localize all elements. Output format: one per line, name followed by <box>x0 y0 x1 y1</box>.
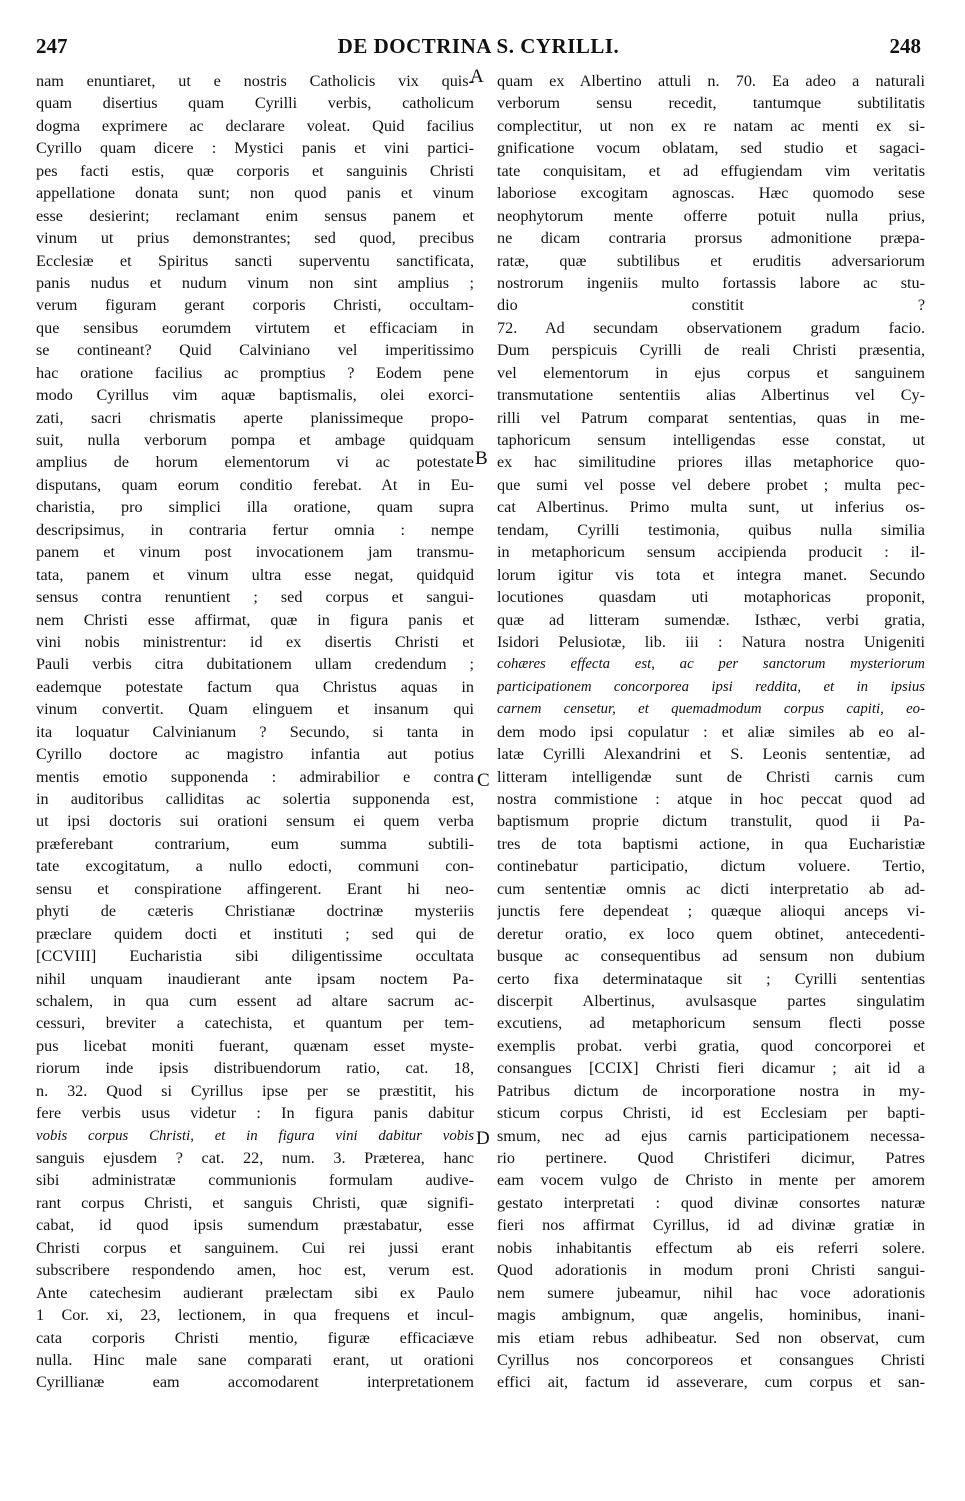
text-line: in auditoribus calliditas ac solertia supponenda est, <box>36 790 474 808</box>
text-line: Cyrillo doctore ac magistro infantia aut potius <box>36 745 474 764</box>
text-line: Cyrillo quam dicere : Mystici panis et vini partici- <box>36 139 474 158</box>
text-line: vinum convertit. Quam elinguem et insanum qui <box>36 700 474 719</box>
text-line: quæ ad litteram sumendæ. Isthæc, verbi gratia, <box>497 610 925 629</box>
text-line: continebatur participatio, dictum voluere. Tertio, <box>497 857 925 876</box>
text-line: Isidori Pelusiotæ, lib. iii : Natura nostra Unigeniti <box>497 632 925 651</box>
text-line: 72. Ad secundam observationem gradum facio. <box>497 318 925 337</box>
text-line: ratæ, quæ subtilibus et eruditis adversariorum <box>497 251 925 270</box>
text-line: dem modo ipsi copulatur : et aliæ similes ab eo al- <box>497 722 925 741</box>
text-line: locutiones quasdam uti motaphoricas proponit, <box>497 588 925 607</box>
text-line: vobis corpus Christi, et in figura vini dabitur vobis <box>36 1127 474 1144</box>
text-line: que sumi vel posse vel debere probet ; multa pec- <box>497 475 925 494</box>
text-line: quam ex Albertino attuli n. 70. Ea adeo a naturali <box>497 72 925 90</box>
page-header <box>36 34 921 64</box>
text-line: cohæres effecta est, ac per sanctorum mysteriorum <box>497 656 925 673</box>
text-line: suit, nulla verborum pompa et ambage quidquam <box>36 431 474 449</box>
text-line: Pauli verbis citra dubitationem ullam credendum ; <box>36 655 474 674</box>
text-line: verum figuram gerant corporis Christi, occultam- <box>36 296 474 315</box>
text-line: pes facti estis, quæ corporis et sanguinis Christi <box>36 161 474 180</box>
text-line: sticum corpus Christi, id est Ecclesiam per bapti- <box>497 1104 925 1123</box>
text-line: cat Albertinus. Primo multa sunt, ut inferius os- <box>497 498 925 517</box>
text-line: tendam, Cyrilli testimonia, quibus nulla similia <box>497 520 925 539</box>
text-line: [CCVIII] Eucharistia sibi diligentissime occultata <box>36 947 474 966</box>
text-line: Dum perspicuis Cyrilli de reali Christi præsentia, <box>497 341 925 360</box>
text-line: Cyrillus nos concorporeos et consangues Christi <box>497 1350 925 1369</box>
text-line: amplius de horum elementorum vi ac potestate <box>36 453 474 472</box>
text-line: fere verbis usus videtur : In figura panis dabitur <box>36 1104 474 1123</box>
text-line: complectitur, ut non ex re natam ac menti ex si- <box>497 116 925 135</box>
text-line: fieri nos affirmat Cyrillus, id ad divinæ gratiæ in <box>497 1216 925 1235</box>
text-line: sibi administratæ communionis formulam audive- <box>36 1171 474 1190</box>
text-line: quam disertius quam Cyrilli verbis, catholicum <box>36 94 474 113</box>
text-line: Quod adorationis in modum proni Christi sangui- <box>497 1261 925 1280</box>
text-line: vinum ut prius demonstrantes; sed quod, precibus <box>36 229 474 248</box>
text-line: n. 32. Quod si Cyrillus ipse per se præstitit, his <box>36 1081 474 1100</box>
text-line: litteram intelligendæ sunt de Christi carnis cum <box>497 767 925 786</box>
text-line: magis ambignum, quæ angelis, hominibus, inani- <box>497 1306 925 1325</box>
text-line: schalem, in qua cum essent ad altare sacrum ac- <box>36 991 474 1010</box>
text-line: verborum sensu recedit, tantumque subtilitatis <box>497 94 925 113</box>
text-line: mentis emotio supponenda : admirabilior e contra <box>36 767 474 786</box>
text-line: eam vocem vulgo de Christo in mente per amorem <box>497 1171 925 1190</box>
text-line: junctis fere dependeat ; quæque alioqui anceps vi- <box>497 902 925 921</box>
text-line: dogma exprimere ac declarare voleat. Quid facilius <box>36 116 474 135</box>
text-line: 1 Cor. xi, 23, lectionem, in qua frequens et incul- <box>36 1306 474 1325</box>
text-line: cessuri, breviter a catechista, et quantum per tem- <box>36 1014 474 1033</box>
text-line: gestato interpretati : quod divinæ consortes naturæ <box>497 1193 925 1212</box>
section-marker-d: D <box>476 1128 490 1149</box>
text-line: nam enuntiaret, ut e nostris Catholicis vix quis- <box>36 72 474 90</box>
text-line: sensu et conspiratione affingerent. Erant hi neo- <box>36 879 474 898</box>
running-title: DE DOCTRINA S. CYRILLI. <box>337 34 620 58</box>
text-line: nihil unquam inaudierant ante ipsam noctem Pa- <box>36 969 474 988</box>
text-line: neophytorum mente offerre potuit nulla prius, <box>497 206 925 225</box>
text-line: mis etiam rebus adhibeatur. Sed non observat, cum <box>497 1328 925 1347</box>
text-line: excutiens, ad metaphoricum sensum flecti posse <box>497 1014 925 1033</box>
text-line: certo fixa determinataque sit ; Cyrilli sententias <box>497 969 925 988</box>
text-line: Ante catechesim audierant prælectam sibi ex Paulo <box>36 1283 474 1302</box>
text-line: tate excogitatum, a nullo edocti, communi con- <box>36 857 474 876</box>
text-line: charistia, pro simplici illa oratione, quam supra <box>36 498 474 517</box>
page-number-left: 247 <box>36 34 68 58</box>
section-marker-c: C <box>477 770 490 791</box>
text-line: zati, sacri chrismatis aperte planissimeque propo- <box>36 408 474 427</box>
text-line: subscribere respondendo amen, hoc est, verum est. <box>36 1261 474 1280</box>
text-line: tres de tota baptismi actione, in qua Eucharistiæ <box>497 834 925 853</box>
text-line: ne dicam contraria prorsus admonitione præpa- <box>497 229 925 248</box>
text-line: sensus contra renuntient ; sed corpus et sangui- <box>36 588 474 607</box>
section-marker-a: A <box>470 66 484 87</box>
text-line: rilli vel Patrum comparat sententias, quas in me- <box>497 408 925 427</box>
text-line: gnificatione vocum oblatam, sed studio et sagaci- <box>497 139 925 158</box>
text-line: vini nobis ministrentur: id ex disertis Christi et <box>36 632 474 651</box>
text-line: appellatione donata sunt; non quod panis et vinum <box>36 184 474 203</box>
text-line: panem et vinum post invocationem jam transmu- <box>36 543 474 562</box>
text-line: nostra commistione : atque in hoc peccat quod ad <box>497 790 925 808</box>
text-line: nulla. Hinc male sane comparati erant, ut orationi <box>36 1350 474 1369</box>
text-line: participationem concorporea ipsi reddita, et in ipsius <box>497 678 925 695</box>
right-column <box>497 70 925 1394</box>
text-line: panis nudus et nudum vinum non sint amplius ; <box>36 273 474 292</box>
text-line: cata corporis Christi mentio, figuræ efficaciæve <box>36 1328 474 1347</box>
page-number-right: 248 <box>889 34 921 58</box>
text-line: nostrorum ingeniis multo fortassis labore ac stu- <box>497 273 925 292</box>
text-line: lorum igitur vis tota et integra manet. Secundo <box>497 565 925 584</box>
text-line: Patribus dictum de incorporatione nostra in my- <box>497 1081 925 1100</box>
text-line: Ecclesiæ et Spiritus sancti superventu sanctificata, <box>36 251 474 270</box>
text-line: cum sententiæ omnis ac dicti interpretatio ab ad- <box>497 879 925 898</box>
text-line: pus licebat moniti fuerant, quænam esset myste- <box>36 1036 474 1055</box>
text-line: transmutatione sententiis alias Albertinus vel Cy- <box>497 386 925 405</box>
text-line: modo Cyrillus vim aquæ baptismalis, olei exorci- <box>36 386 474 405</box>
text-line: tate conquisitam, et ad effugiendam vim veritatis <box>497 161 925 180</box>
text-line: effici ait, factum id asseverare, cum corpus et san- <box>497 1373 925 1392</box>
text-line: riorum inde ipsis distribuendorum ratio, cat. 18, <box>36 1059 474 1078</box>
text-line: cabat, id quod ipsis sumendum præstabatur, esse <box>36 1216 474 1235</box>
text-line: eademque potestate factum qua Christus aquas in <box>36 677 474 696</box>
text-line: baptismum proprie dictum transtulit, quod ii Pa- <box>497 812 925 831</box>
text-line: dio constitit ? <box>497 296 925 315</box>
text-line: descripsimus, in contraria fertur omnia : nempe <box>36 520 474 539</box>
text-line: hac oratione facilius ac promptius ? Eodem pene <box>36 363 474 382</box>
text-line: rio pertinere. Quod Christiferi dicimur, Patres <box>497 1149 925 1167</box>
section-marker-b: B <box>475 448 488 469</box>
text-line: busque ac consequentibus ad sensum non dubium <box>497 947 925 966</box>
text-line: laboriose excogitam agnoscas. Hæc quomodo sese <box>497 184 925 203</box>
text-line: Christi corpus et sanguinem. Cui rei jussi erant <box>36 1238 474 1257</box>
text-line: ex hac similitudine priores illas metaphorice quo- <box>497 453 925 472</box>
text-line: latæ Cyrilli Alexandrini et S. Leonis sententiæ, ad <box>497 745 925 764</box>
text-line: nem Christi esse affirmat, quæ in figura panis et <box>36 610 474 629</box>
text-line: que sensibus eorumdem virtutem et efficaciam in <box>36 318 474 337</box>
text-line: Cyrillianæ eam accomodarent interpretationem <box>36 1373 474 1392</box>
text-line: taphoricum sensum intelligendas esse constat, ut <box>497 431 925 449</box>
text-line: disputans, quam eorum conditio ferebat. At in Eu- <box>36 475 474 494</box>
text-line: nem sumere jubeamur, nihil hac voce adorationis <box>497 1283 925 1302</box>
left-column <box>36 70 474 1394</box>
text-line: præclare quidem docti et instituti ; sed qui de <box>36 924 474 943</box>
text-line: nobis inhabitantis effectum ab eis referri solere. <box>497 1238 925 1257</box>
text-line: ita loquatur Calvinianum ? Secundo, si tanta in <box>36 722 474 741</box>
text-line: vel elementorum in ejus corpus et sanguinem <box>497 363 925 382</box>
text-line: deretur oratio, ex loco quem obtinet, antecedenti- <box>497 924 925 943</box>
text-line: se contineant? Quid Calviniano vel imperitissimo <box>36 341 474 360</box>
text-line: smum, nec ad ejus carnis participationem necessa- <box>497 1126 925 1145</box>
text-line: carnem censetur, et quemadmodum corpus capiti, eo- <box>497 701 925 718</box>
text-line: esse desierint; reclamant enim sensus panem et <box>36 206 474 225</box>
text-line: phyti de cæteris Christianæ doctrinæ mysteriis <box>36 902 474 921</box>
text-line: in metaphoricum sensum accipienda producit : il- <box>497 543 925 562</box>
text-line: ut ipsi doctoris sui orationi sensum ei quem verba <box>36 812 474 831</box>
text-line: exemplis probat. verbi gratia, quod concorporei et <box>497 1036 925 1055</box>
text-line: discerpit Albertinus, avulsasque partes singulatim <box>497 991 925 1010</box>
text-line: consangues [CCIX] Christi fieri dicamur ; ait id a <box>497 1059 925 1078</box>
text-line: præferebant contrarium, eum summa subtili- <box>36 834 474 853</box>
text-line: rant corpus Christi, et sanguis Christi, quæ signifi- <box>36 1193 474 1212</box>
text-line: tata, panem et vinum ultra esse negat, quidquid <box>36 565 474 584</box>
text-line: sanguis ejusdem ? cat. 22, num. 3. Præterea, hanc <box>36 1149 474 1167</box>
